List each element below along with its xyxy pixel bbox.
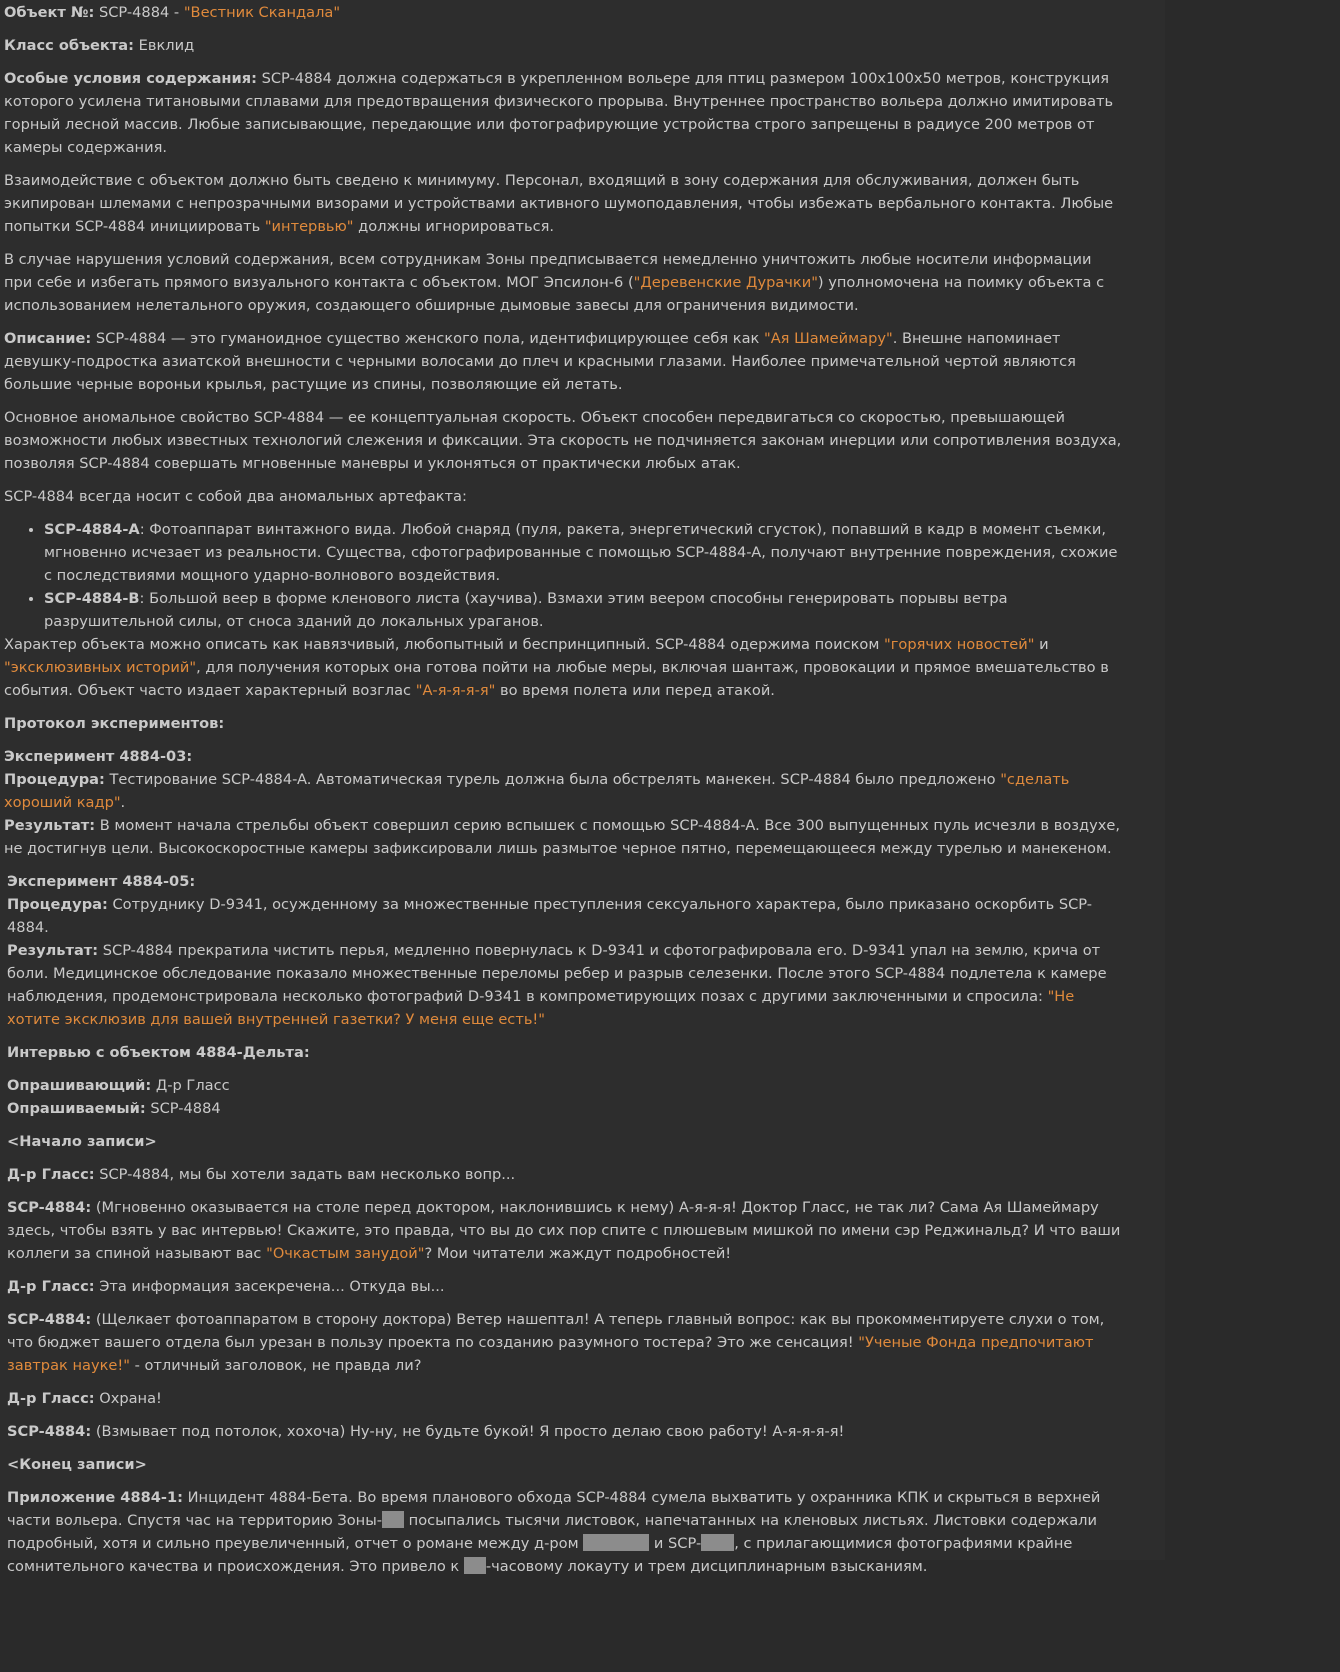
- description-paragraph-2: Основное аномальное свойство SCP-4884 — ее концептуальная скорость. Объект способен передвигаться со скоростью, превышающей возможности любых известных технологий слежения и фиксации. Эта скорость не подчиняется законам инерции или сопротивления воздуха, позволяя SCP-4884 совершать мгновенные маневры и уклоняться от практически любых атак.: [4, 409, 1122, 472]
- interview-line-4: SCP-4884: (Щелкает фотоаппаратом в сторону доктора) Ветер нашептал! А теперь главный вопрос: как вы прокомментируете слухи о том, что бюджет вашего отдела был урезан в пользу проекта по созданию разумного тостера? Это же сенсация! "Ученые Фонда предпочитают завтрак науке!" - отличный заголовок, не правда ли?: [7, 1311, 1105, 1374]
- object-nickname: "Вестник Скандала": [183, 4, 341, 21]
- redaction-bar: [382, 1511, 404, 1528]
- record-end: <Конец записи>: [7, 1456, 147, 1473]
- object-class-line: Класс объекта: Евклид: [4, 37, 195, 54]
- interview-line-6: SCP-4884: (Взмывает под потолок, хохоча) Ну-ну, не будьте букой! Я просто делаю свою работу! А-я-я-я-я!: [7, 1423, 845, 1440]
- interview-line-2: SCP-4884: (Мгновенно оказывается на столе перед доктором, наклонившись к нему) А-я-я-я! Доктор Гласс, не так ли? Сама Ая Шамеймару здесь, чтобы взять у вас интервью! Скажите, это правда, что вы до сих пор спите с плюшевым мишкой по имени сэр Реджинальд? И что ваши коллеги за спиной называют вас "Очкастым занудой"? Мои читатели жаждут подробностей!: [7, 1199, 1121, 1262]
- description-paragraph-4: Характер объекта можно описать как навязчивый, любопытный и беспринципный. SCP-4884 одержима поиском "горячих новостей" и "эксклюзивных историй", для получения которых она готова пойти на любые меры, включая шантаж, провокации и прямое вмешательство в события. Объект часто издает характерный возглас "А-я-я-я-я" во время полета или перед атакой.: [4, 636, 1109, 699]
- shifted-section: [4, 870, 1124, 1578]
- record-start: <Начало записи>: [7, 1133, 157, 1150]
- containment-paragraph-3: В случае нарушения условий содержания, всем сотрудникам Зоны предписывается немедленно уничтожить любые носители информации при себе и избегать прямого визуального контакта с объектом. МОГ Эпсилон-6 ("Деревенские Дурачки") уполномочена на поимку объекта с использованием нелетального оружия, создающего обширные дымовые завесы для ограничения видимости.: [4, 251, 1105, 314]
- interview-participants: Опрашивающий: Д-р Гласс Опрашиваемый: SCP-4884: [7, 1077, 230, 1117]
- containment-paragraph-2: Взаимодействие с объектом должно быть сведено к минимуму. Персонал, входящий в зону содержания для обслуживания, должен быть экипирован шлемами с непрозрачными визорами и устройствами активного шумоподавления, чтобы избежать вербального контакта. Любые попытки SCP-4884 инициировать "интервью" должны игнорироваться.: [4, 172, 1114, 235]
- experiments-title: Протокол экспериментов:: [4, 715, 225, 732]
- redaction-bar: [583, 1534, 649, 1551]
- containment-paragraph-1: Особые условия содержания: SCP-4884 должна содержаться в укрепленном вольере для птиц размером 100х100х50 метров, конструкция которого усилена титановыми сплавами для предотвращения физического прорыва. Внутреннее пространство вольера должно имитировать горный лесной массив. Любые записывающие, передающие или фотографирующие устройства строго запрещены в радиусе 200 метров от камеры содержания.: [4, 70, 1114, 156]
- interview-title: Интервью с объектом 4884-Дельта:: [7, 1044, 310, 1061]
- experiment-1: Эксперимент 4884-03: Процедура: Тестирование SCP-4884-A. Автоматическая турель должна была обстрелять манекен. SCP-4884 было предложено "сделать хороший кадр". Результат: В момент начала стрельбы объект совершил серию вспышек с помощью SCP-4884-A. Все 300 выпущенных пуль исчезли в воздухе, не достигнув цели. Высокоскоростные камеры зафиксировали лишь размытое черное пятно, перемещающееся между турелью и манекеном.: [4, 748, 1121, 857]
- interview-line-1: Д-р Гласс: SCP-4884, мы бы хотели задать вам несколько вопр...: [7, 1166, 516, 1183]
- redaction-bar: [701, 1534, 734, 1551]
- description-paragraph-3: SCP-4884 всегда носит с собой два аномальных артефакта:: [4, 488, 467, 505]
- interview-line-3: Д-р Гласс: Эта информация засекречена... Откуда вы...: [7, 1278, 445, 1295]
- object-number-line: Объект №: SCP-4884 - "Вестник Скандала": [4, 4, 341, 21]
- list-item: • SCP-4884-A: Фотоаппарат винтажного вида. Любой снаряд (пуля, ракета, энергетический сгусток), попавший в кадр в момент съемки, мгновенно исчезает из реальности. Существа, сфотографированные с помощью SCP-4884-A, получают внутренние повреждения, схожие с последствиями мощного ударно-волнового воздействия.: [44, 518, 1124, 587]
- article-body: [4, 1, 1124, 1588]
- interview-line-5: Д-р Гласс: Охрана!: [7, 1390, 162, 1407]
- redaction-bar: [464, 1557, 486, 1574]
- appendix-paragraph: Приложение 4884-1: Инцидент 4884-Бета. Во время планового обхода SCP-4884 сумела выхватить у охранника КПК и скрыться в верхней части вольера. Спустя час на территорию Зоны- посыпались тысячи листовок, напечатанных на кленовых листьях. Листовки содержали подробный, хотя и сильно преувеличенный, отчет о романе между д-ром и SCP- , с прилагающимися фотографиями крайне сомнительного качества и происхождения. Это привело к -часовому локауту и трем дисциплинарным взысканиям.: [7, 1489, 1101, 1575]
- artifact-list: [4, 518, 1124, 633]
- experiment-2: Эксперимент 4884-05: Процедура: Сотруднику D-9341, осужденному за множественные преступления сексуального характера, было приказано оскорбить SCP-4884. Результат: SCP-4884 прекратила чистить перья, медленно повернулась к D-9341 и сфотографировала его. D-9341 упал на землю, крича от боли. Медицинское обследование показало множественные переломы ребер и разрыв селезенки. После этого SCP-4884 подлетела к камере наблюдения, продемонстрировала несколько фотографий D-9341 в компрометирующих позах с другими заключенными и спросила: "Не хотите эксклюзив для вашей внутренней газетки? У меня еще есть!": [7, 873, 1107, 1028]
- description-paragraph-1: Описание: SCP-4884 — это гуманоидное существо женского пола, идентифицирующее себя как "Ая Шамеймару". Внешне напоминает девушку-подростка азиатской внешности с черными волосами до плеч и красными глазами. Наиболее примечательной чертой являются большие черные вороньи крылья, растущие из спины, позволяющие ей летать.: [4, 330, 1076, 393]
- list-item: • SCP-4884-B: Большой веер в форме кленового листа (хаучива). Взмахи этим веером способны генерировать порывы ветра разрушительной силы, от сноса зданий до локальных ураганов.: [44, 587, 1124, 633]
